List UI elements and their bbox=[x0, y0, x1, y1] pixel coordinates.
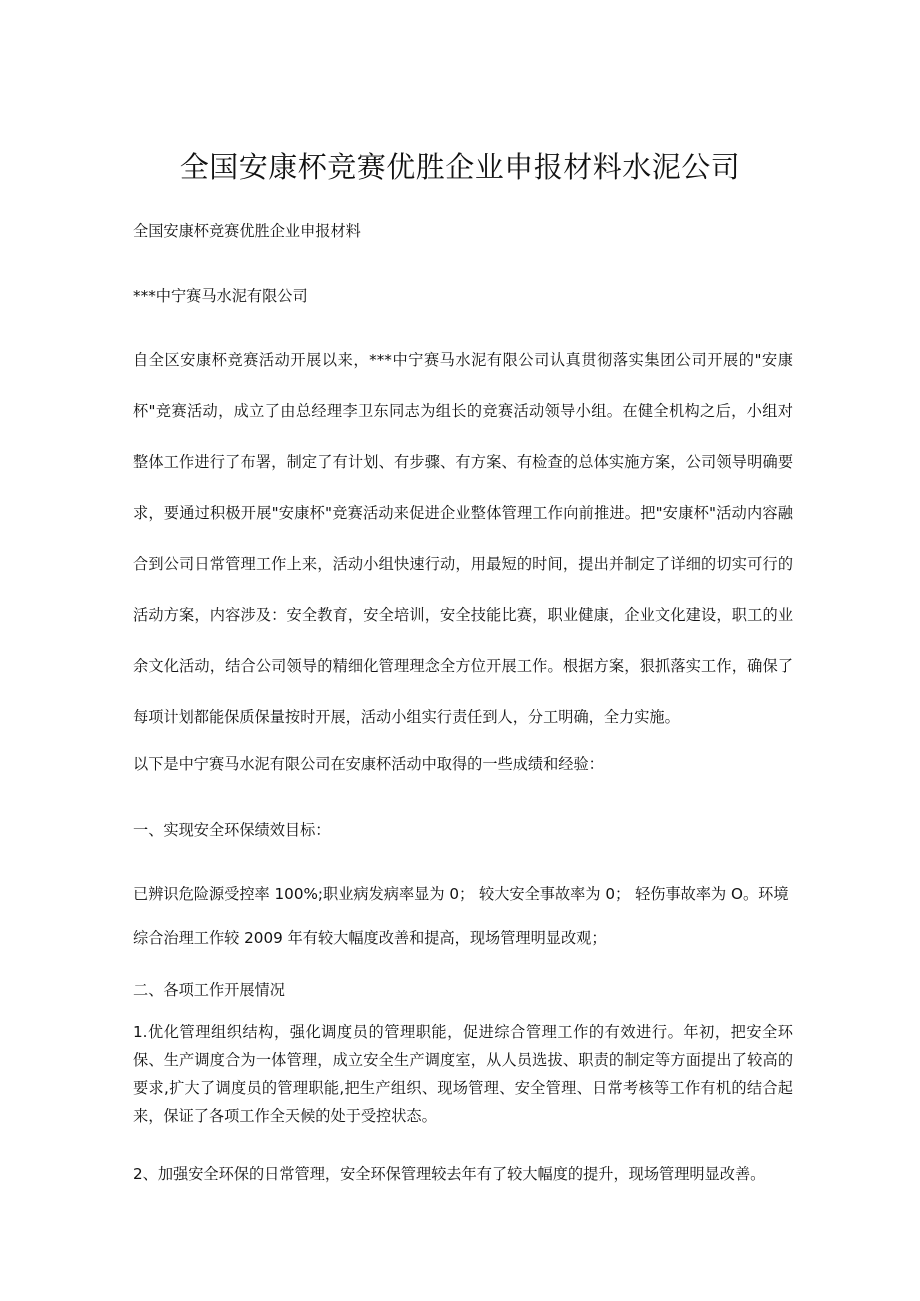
section2-heading: 二、各项工作开展情况 bbox=[133, 981, 285, 999]
document-title: 全国安康杯竞赛优胜企业申报材料水泥公司 bbox=[179, 150, 741, 184]
document-subtitle: 全国安康杯竞赛优胜企业申报材料 bbox=[133, 222, 361, 240]
intro-paragraph: 自全区安康杯竞赛活动开展以来，***中宁赛马水泥有限公司认真贯彻落实集团公司开展的"安康杯"竞赛活动，成立了由总经理李卫东同志为组长的竞赛活动领导小组。在健全机构之后，小组对整体工作进行了布署，制定了有计划、有步骤、有方案、有检查的总体实施方案，公司领导明确要求，要通过积极开展"安康杯"竞赛活动来促进企业整体管理工作向前推进。把"安康杯"活动内容融合到公司日常管理工作上来，活动小组快速行动，用最短的时间，提出并制定了详细的切实可行的活动方案，内容涉及：安全教育，安全培训，安全技能比赛，职业健康，企业文化建设，职工的业余文化活动，结合公司领导的精细化管理理念全方位开展工作。根据方案，狠抓落实工作，确保了每项计划都能保质保量按时开展，活动小组实行责任到人，分工明确，全力实施。 bbox=[133, 351, 793, 726]
section1-body: 已辨识危险源受控率 100%;职业病发病率显为 0； 较大安全事故率为 0； 轻伤事故率为 O。环境综合治理工作较 2009 年有较大幅度改善和提高，现场管理明显改观； bbox=[133, 885, 789, 947]
item-2-paragraph: 2、加强安全环保的日常管理，安全环保管理较去年有了较大幅度的提升，现场管理明显改善。 bbox=[133, 1165, 766, 1183]
summary-intro: 以下是中宁赛马水泥有限公司在安康杯活动中取得的一些成绩和经验： bbox=[133, 755, 604, 773]
company-name: ***中宁赛马水泥有限公司 bbox=[133, 287, 308, 305]
item-1-paragraph: 1.优化管理组织结构，强化调度员的管理职能，促进综合管理工作的有效进行。年初，把安全环保、生产调度合为一体管理，成立安全生产调度室，从人员选拔、职责的制定等方面提出了较高的要求,扩大了调度员的管理职能,把生产组织、现场管理、安全管理、日常考核等工作有机的结合起来，保证了各项工作全天候的处于受控状态。 bbox=[133, 1023, 793, 1125]
section1-heading: 一、实现安全环保绩效目标： bbox=[133, 821, 331, 839]
